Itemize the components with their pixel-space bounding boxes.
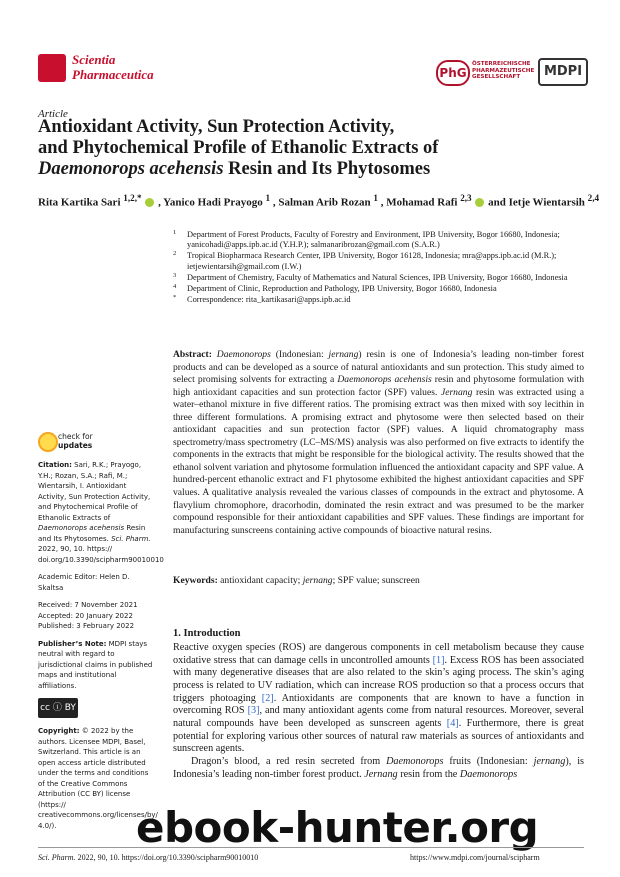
paragraph: Reactive oxygen species (ROS) are dangerous components in cell metabolism because they cause oxidative stress that can damage cells in uncontrolled amounts [1]. Excess ROS has been associated with many degenerative diseases that are also related to the skin’s aging process. The skin’s aging process is related to UV radiation, which can increase ROS production so that a process occurs that triggers photoaging [2]. Antioxidants are components that are known to have a function in overcoming ROS [3], and many antioxidant agents come from natural resources. Moreover, several natural compounds have been developed as sunscreen agents [4]. Furthermore, there is great potential for exploring various other sources of natural raw materials as sources of antioxidants and sunscreen agents. [173, 642, 585, 755]
copyright: Copyright: © 2022 by the authors. Licensee MDPI, Basel, Switzerland. This article is an open access article distributed under the terms and conditions of the Creative Commons Attribution (CC BY) license (https:// creativecommons.org/licenses/by/ 4.0/). [38, 727, 158, 830]
phg-society-name: ÖSTERREICHISCHE PHARMAZEUTISCHE GESELLSCHAFT [472, 61, 535, 80]
author-list: Rita Kartika Sari $^{1,2,*}$ , Yanico Hadi Prayogo $^1$ , Salman Arib Rozan $^1$ , Mohamad Rafi $^{2,3}$ and Ietje Wientarsih $^{2,4}$ [38, 193, 600, 209]
author-name[interactable]: and Ietje Wientarsih [488, 196, 585, 209]
abstract: Abstract: Daemonorops (Indonesian: jernang) resin is one of Indonesia’s leading non-timber forest products and can be developed as a source of natural antioxidants and sun protection. This study aimed to select promising solvents for extracting a Daemonorops acehensis resin and phytosome formulation with high antioxidant capacities and sun protection factor (SPF) values. Jernang resin was extracted using a water–ethanol mixture in five different ratios. The promising extract was then mixed with soy lecithin in three different formulations. A promising extract and phytosome were then selected based on their antioxidant capacities and sun protection factor (SPF) values. A liquid chromatography mass spectrometry/mass spectrometry (LC–MS/MS) analysis was also performed on five extracts to identify the components in the extracts that might be responsible for the biological activity. The results showed that the ethanol solvent variation and phytosome formulation influenced the antioxidant capacity and SPF value. A hundred-percent ethanolic extract and F1 phytosome exhibited the highest antioxidant capacities and SPF values. A qualitative analysis revealed the various classes of compounds in the extract and phytosome. A flavylium chromophore, dracorhodin, dominated the resin extract and was presumed to be the marker compound responsible for their antioxidant capabilities and SPF values. These findings are important for manufacturing sunscreens containing active compounds of bioactive natural resins. [173, 349, 585, 536]
author-name[interactable]: , Salman Arib Rozan [272, 196, 371, 209]
journal-logo-icon [38, 54, 66, 82]
citation-link[interactable]: [4] [446, 717, 459, 729]
mdpi-logo[interactable]: MDPI [538, 58, 588, 86]
check-for-updates-icon[interactable] [38, 432, 58, 452]
article-title: Antioxidant Activity, Sun Protection Activity, and Phytochemical Profile of Ethanolic Extracts of Daemonorops acehensis Resin and Its Phytosomes [38, 117, 439, 179]
check-for-updates[interactable]: check for updates [58, 432, 93, 450]
author-name[interactable]: , Yanico Hadi Prayogo [158, 196, 263, 209]
correspondence: * Correspondence: rita_kartikasari@apps.ipb.ac.id [173, 294, 351, 305]
phg-logo: PhG [436, 60, 470, 86]
footer-journal-link[interactable]: https://www.mdpi.com/journal/scipharm [410, 853, 540, 862]
citation-link[interactable]: [1] [432, 654, 445, 666]
citation-link[interactable]: [3] [247, 705, 260, 717]
article-sidebar [38, 460, 164, 838]
journal-name: Scientia Pharmaceutica [72, 52, 154, 82]
footer-citation: Sci. Pharm. 2022, 90, 10. https://doi.org/10.3390/scipharm90010010 [38, 853, 259, 862]
introduction-body [173, 642, 584, 781]
affiliation-item: 3 Department of Chemistry, Faculty of Mathematics and Natural Sciences, IPB University, Bogor 16680, Indonesia [173, 271, 568, 282]
citation-link[interactable]: [2] [261, 692, 274, 704]
author-name[interactable]: Rita Kartika Sari [38, 196, 121, 209]
affiliation-item: 2 Tropical Biopharmaca Research Center, IPB University, Bogor 16128, Indonesia; mra@apps.ipb.ac.id (M.R.); ietjewientarsih@gmail.com (I.W.) [173, 250, 557, 271]
author-name[interactable]: , Mohamad Rafi [380, 196, 458, 209]
article-type: Article [38, 108, 68, 120]
orcid-icon[interactable] [145, 198, 154, 207]
keywords: Keywords: antioxidant capacity; jernang; SPF value; sunscreen [173, 575, 420, 586]
watermark: ebook-hunter.org [136, 803, 539, 852]
publisher-note: Publisher’s Note: MDPI stays neutral with regard to jurisdictional claims in published maps and institutional affiliations. [38, 639, 153, 690]
orcid-icon[interactable] [475, 198, 484, 207]
affiliation-item: 1 Department of Forest Products, Faculty of Forestry and Environment, IPB University, Bogor 16680, Indonesia; yanicohadi@apps.ipb.ac.id (Y.H.P.); salmanaribrozan@gmail.com (S.A.R.) [173, 229, 560, 250]
footer-divider [38, 847, 584, 848]
paragraph: Dragon’s blood, a red resin secreted from Daemonorops fruits (Indonesian: jernang), is Indonesia’s leading non-timber forest product. Jernang resin from the Daemonorops [173, 755, 585, 780]
section-heading: 1. Introduction [173, 628, 241, 639]
cc-by-license-icon[interactable]: cc ⓘ BY [38, 698, 78, 718]
affiliation-item: 4 Department of Clinic, Reproduction and Pathology, IPB University, Bogor 16680, Indonesia [173, 283, 497, 294]
affiliations [173, 230, 593, 306]
academic-editor: Academic Editor: Helen D. Skaltsa [38, 573, 130, 592]
dates: Received: 7 November 2021 Accepted: 20 January 2022 Published: 3 February 2022 [38, 601, 138, 630]
citation: Citation: Sari, R.K.; Prayogo, Y.H.; Rozan, S.A.; Rafi, M.; Wientarsih, I. Antioxidant Activity, Sun Protection Activity, and Phytochemical Profile of Ethanolic Extracts of Daemonorops acehensis Resin and Its Phytosomes. Sci. Pharm. 2022, 90, 10. https:// doi.org/10.3390/scipharm90010010 [38, 461, 164, 564]
